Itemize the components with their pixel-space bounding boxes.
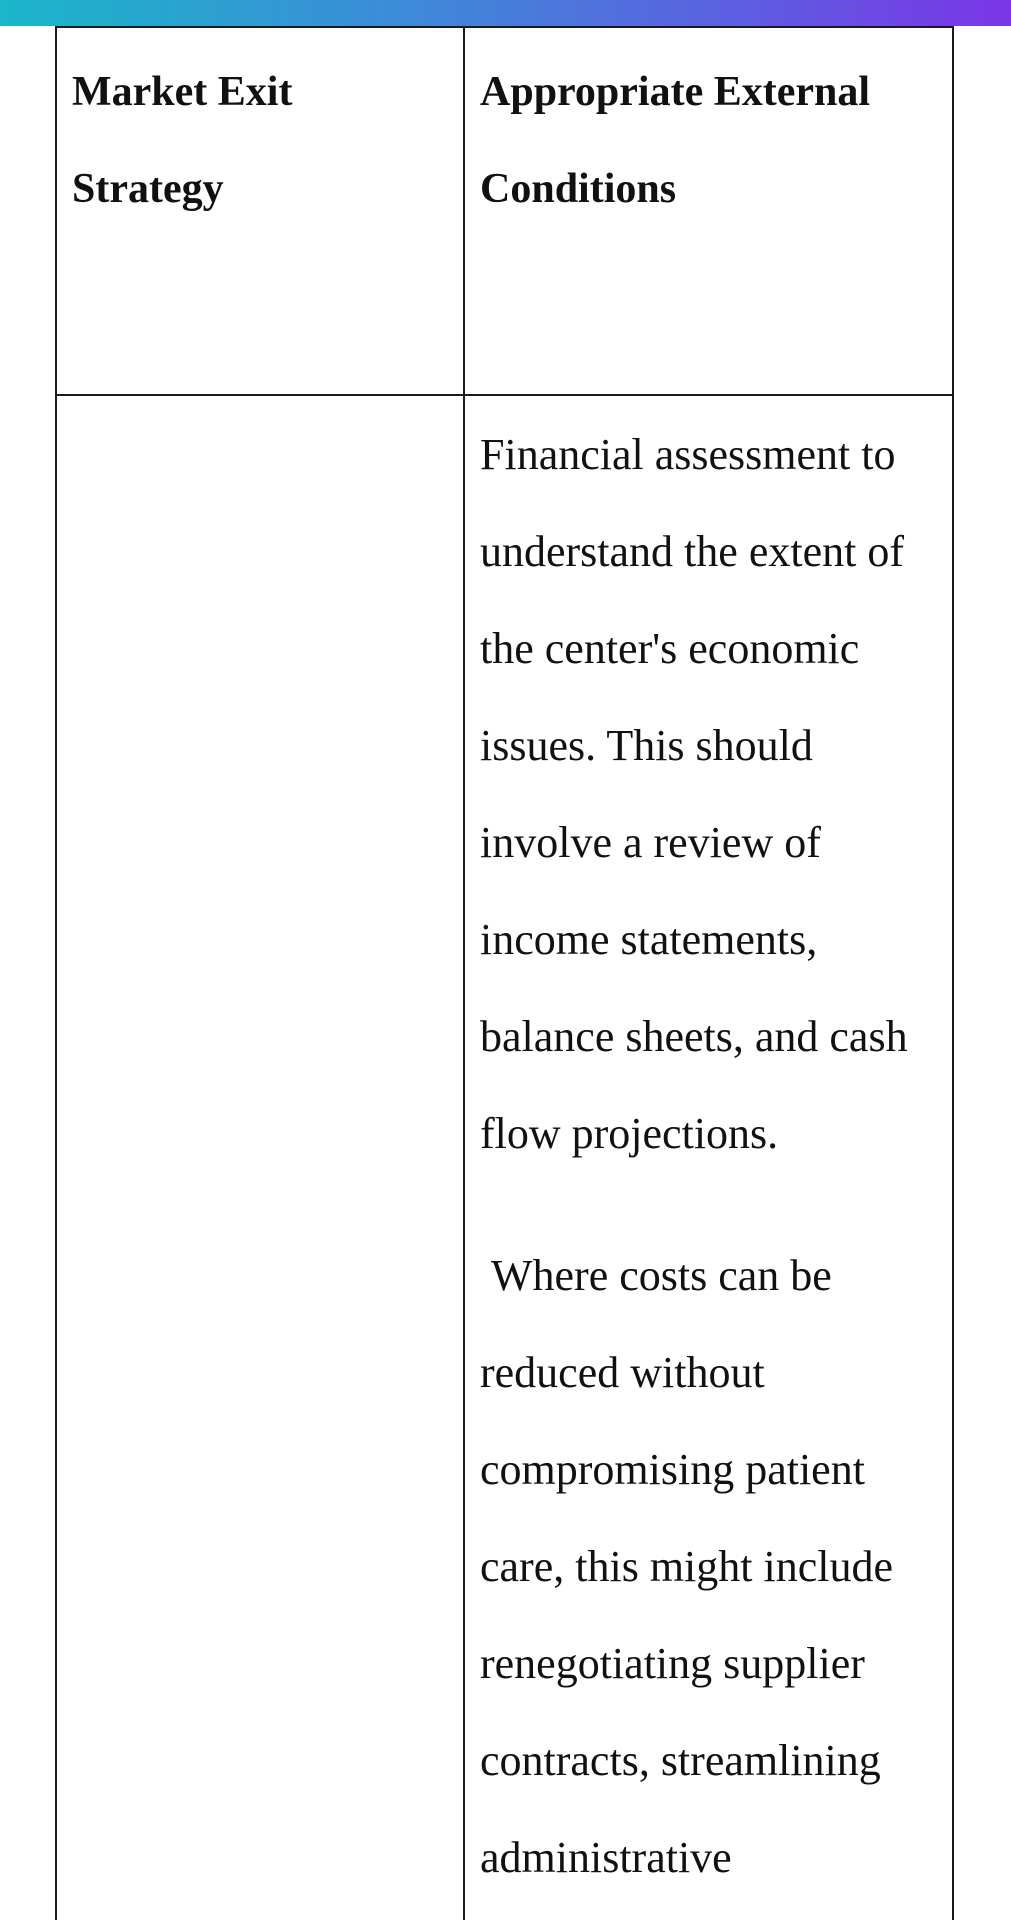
strategy-table	[55, 26, 954, 1920]
table-row	[56, 395, 953, 1920]
strategy-cell	[56, 395, 464, 1920]
conditions-paragraph-1: Financial assessment to understand the extent of the center's economic issues. This should involve a review of income statements, balance sheets, and cash flow projections.	[480, 430, 908, 1158]
conditions-text	[465, 396, 952, 1906]
conditions-paragraph-2: Where costs can be reduced without compromising patient care, this might include renegotiating supplier contracts, streamlining administrative	[480, 1251, 904, 1882]
conditions-cell	[464, 395, 953, 1920]
header-market-exit-strategy: Market Exit Strategy	[72, 69, 293, 212]
header-cell-strategy	[56, 27, 464, 395]
strategy-text	[57, 396, 463, 412]
top-gradient-bar	[0, 0, 1011, 26]
header-appropriate-external-conditions: Appropriate External Conditions	[480, 69, 871, 212]
header-cell-conditions	[464, 27, 953, 395]
table-header-row	[56, 27, 953, 395]
